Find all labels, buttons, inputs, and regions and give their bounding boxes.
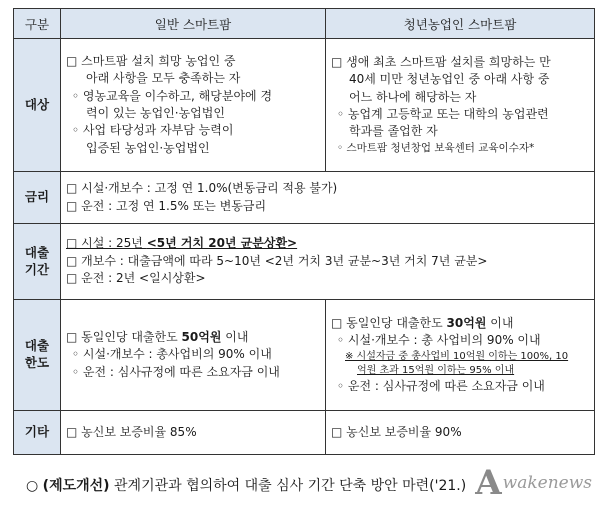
target-youth-line: 학과를 졸업한 자	[349, 124, 438, 139]
period-line-3: □ 운전 : 2년 <일시상환>	[66, 271, 206, 286]
target-row	[14, 39, 595, 172]
other-general-text: □ 농신보 보증비율 85%	[66, 424, 197, 439]
other-row	[14, 411, 595, 455]
period-row	[14, 224, 595, 300]
limit-youth-note-2: 억원 초과 15억원 이하는 95% 이내	[357, 364, 515, 376]
target-general-line: ◦ 영농교육을 이수하고, 해당분야에 경	[72, 88, 273, 103]
header-row	[14, 9, 595, 39]
target-label: 대상	[14, 39, 61, 172]
footer-bold: (제도개선)	[42, 478, 110, 494]
watermark-text: wakenews	[502, 473, 592, 493]
limit-youth-post: 이내	[486, 315, 514, 330]
period-label-2: 기간	[24, 261, 50, 277]
footer-note	[26, 475, 466, 495]
target-youth-line: □ 생애 최초 스마트팜 설치를 희망하는 만	[331, 54, 551, 69]
limit-general-line-1	[66, 329, 320, 346]
header-general: 일반 스마트팜	[61, 9, 326, 39]
other-youth-text: □ 농신보 보증비율 90%	[331, 424, 462, 439]
target-youth-line: ◦ 농업계 고등학교 또는 대학의 농업관련	[337, 107, 549, 122]
target-general-line: 입증된 농업인·농업법인	[86, 140, 210, 155]
target-youth-cell	[326, 39, 595, 172]
interest-label: 금리	[14, 172, 61, 224]
limit-general-pre: □ 동일인당 대출한도	[66, 329, 182, 344]
interest-line: □ 운전 : 고정 연 1.5% 또는 변동금리	[66, 198, 267, 213]
limit-youth-amount: 30억원	[446, 315, 487, 330]
limit-general-cell	[61, 300, 326, 411]
period-cell	[61, 224, 595, 300]
watermark-logo-icon: A	[475, 463, 502, 503]
period-line-1-underlined: <5년 거치 20년 균분상환>	[146, 236, 298, 251]
limit-youth-cell	[326, 300, 595, 411]
period-label-1: 대출	[24, 244, 50, 260]
target-general-line: 력이 있는 농업인·농업법인	[86, 106, 225, 120]
period-line-2: □ 개보수 : 대출금액에 따라 5~10년 <2년 거치 3년 균분~3년 거치 7년 균분>	[66, 253, 488, 268]
header-category: 구분	[14, 9, 61, 39]
period-line-1	[66, 235, 589, 252]
limit-youth-line-1	[331, 315, 589, 332]
limit-youth-line-2: ◦ 시설·개보수 : 총 사업비의 90% 이내	[337, 333, 541, 348]
target-general-line: ◦ 사업 타당성과 자부담 능력이	[72, 123, 234, 138]
limit-youth-pre: □ 동일인당 대출한도	[331, 315, 447, 330]
target-general-line: 아래 사항을 모두 충족하는 자	[86, 71, 241, 86]
limit-youth-line-3: ◦ 운전 : 심사규정에 따른 소요자금 이내	[337, 378, 545, 393]
other-youth-cell	[326, 411, 595, 455]
limit-general-line-3: ◦ 운전 : 심사규정에 따른 소요자금 이내	[72, 364, 280, 379]
footer-text: 관계기관과 협의하여 대출 심사 기간 단축 방안 마련('21.)	[109, 478, 467, 494]
other-general-cell	[61, 411, 326, 455]
limit-general-amount: 50억원	[181, 329, 222, 344]
header-youth: 청년농업인 스마트팜	[326, 9, 595, 39]
interest-row	[14, 172, 595, 224]
policy-table	[13, 8, 595, 455]
period-line-1-pre: □ 시설 : 25년	[66, 236, 147, 251]
other-label: 기타	[14, 411, 61, 455]
limit-label-2: 한도	[24, 355, 50, 370]
limit-row	[14, 300, 595, 411]
footer-bullet: ○	[26, 478, 39, 494]
interest-line: □ 시설·개보수 : 고정 연 1.0%(변동금리 적용 불가)	[66, 181, 338, 196]
limit-label	[14, 300, 61, 411]
limit-general-line-2: ◦ 시설·개보수 : 총사업비의 90% 이내	[72, 347, 272, 362]
target-general-line: □ 스마트팜 설치 희망 농업인 중	[66, 53, 236, 68]
interest-cell	[61, 172, 595, 224]
target-youth-line: 어느 하나에 해당하는 자	[349, 89, 477, 104]
limit-label-1: 대출	[24, 338, 50, 354]
limit-youth-note-1: ※ 시설자금 중 총사업비 10억원 이하는 100%, 10	[345, 350, 569, 362]
target-youth-line: ◦ 스마트팜 청년창업 보육센터 교육이수자*	[337, 141, 535, 154]
target-youth-line: 40세 미만 청년농업인 중 아래 사항 중	[349, 72, 550, 87]
period-label	[14, 224, 61, 300]
limit-general-post: 이내	[221, 329, 249, 344]
target-general-cell	[61, 39, 326, 172]
watermark	[475, 463, 592, 503]
